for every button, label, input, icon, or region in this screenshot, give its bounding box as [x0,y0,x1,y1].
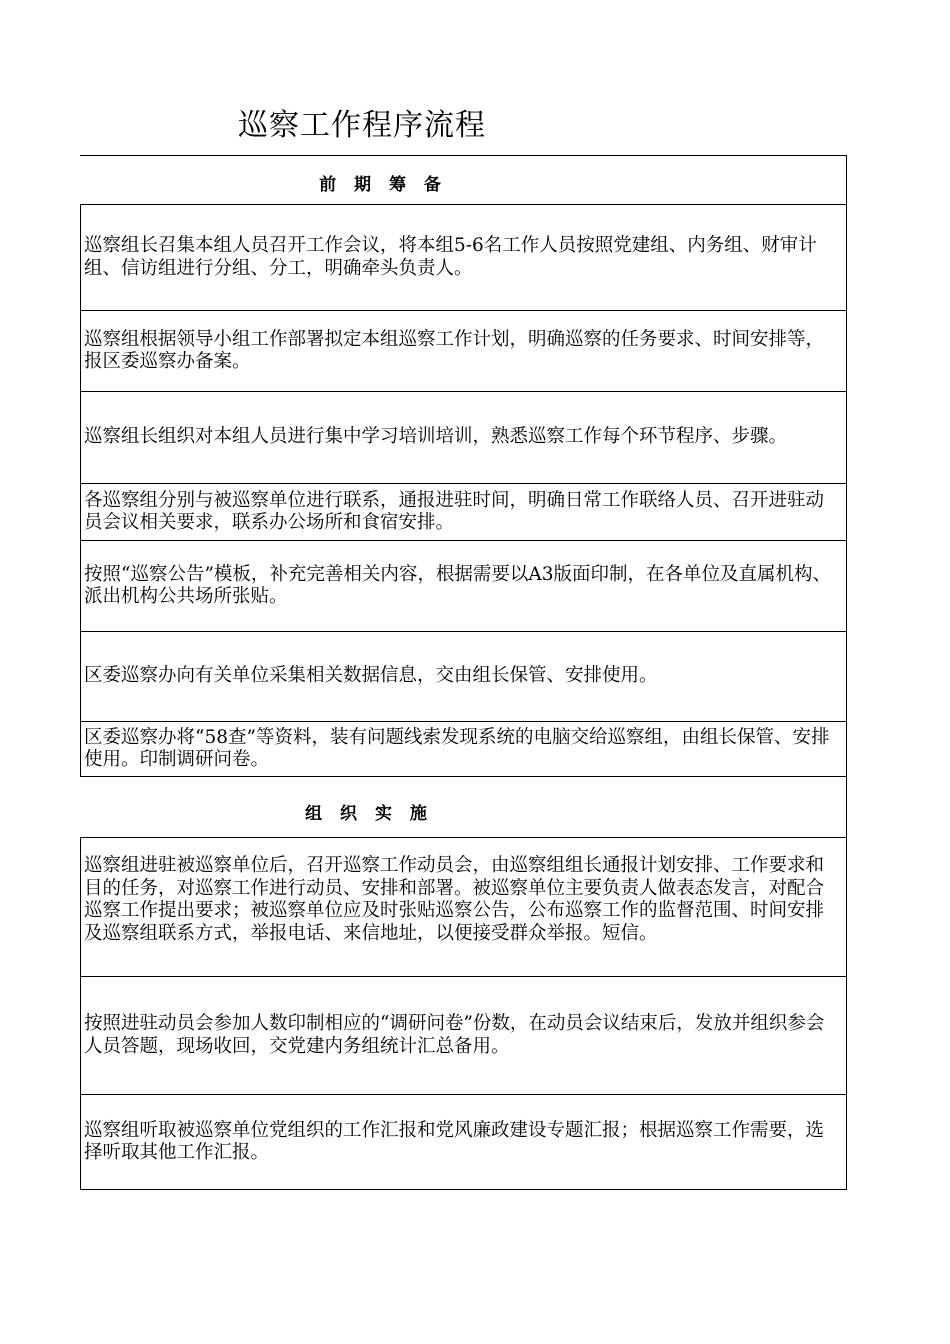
step-text: 按照进驻动员会参加人数印制相应的“调研问卷”份数，在动员会议结束后，发放并组织参会人员答题，现场收回，交党建内务组统计汇总备用。 [84,1013,825,1057]
step-row [80,977,847,1095]
step-row [80,632,847,722]
section-header-preparation [80,155,847,204]
step-text: 各巡察组分别与被巡察单位进行联系，通报进驻时间，明确日常工作联络人员、召开进驻动员会议相关要求，联系办公场所和食宿安排。 [84,489,825,533]
step-text: 巡察组进驻被巡察单位后，召开巡察工作动员会，由巡察组组长通报计划安排、工作要求和目的任务，对巡察工作进行动员、安排和部署。被巡察单位主要负责人做表态发言，对配合巡察工作提出要求；被巡察单位应及时张贴巡察公告，公布巡察工作的监督范围、时间安排及巡察组联系方式，举报电话、来信地址，以便接受群众举报。短信。 [84,855,825,944]
step-row [80,722,847,777]
step-row [80,541,847,632]
step-text: 巡察组长组织对本组人员进行集中学习培训培训，熟悉巡察工作每个环节程序、步骤。 [84,426,788,448]
step-row [80,392,847,484]
step-row [80,311,847,392]
section-header-implementation [80,777,847,837]
step-text: 巡察组听取被巡察单位党组织的工作汇报和党风廉政建设专题汇报；根据巡察工作需要，选择听取其他工作汇报。 [84,1119,825,1163]
step-text: 巡察组根据领导小组工作部署拟定本组巡察工作计划，明确巡察的任务要求、时间安排等，报区委巡察办备案。 [84,328,825,372]
section-heading: 组 织 实 施 [305,804,433,824]
step-row [80,204,847,311]
step-text: 按照“巡察公告”模板，补充完善相关内容，根据需要以A3版面印制，在各单位及直属机构、派出机构公共场所张贴。 [84,563,832,607]
section-heading: 前 期 筹 备 [319,175,447,195]
page-title: 巡察工作程序流程 [238,108,486,143]
step-text: 区委巡察办向有关单位采集相关数据信息，交由组长保管、安排使用。 [84,665,658,687]
step-text: 巡察组长召集本组人员召开工作会议，将本组5-6名工作人员按照党建组、内务组、财审计组、信访组进行分组、分工，明确牵头负责人。 [84,235,817,279]
step-row [80,1095,847,1190]
step-text: 区委巡察办将“58查”等资料，装有问题线索发现系统的电脑交给巡察组，由组长保管、安排使用。印制调研问卷。 [84,726,830,770]
step-row [80,837,847,977]
step-row [80,484,847,541]
